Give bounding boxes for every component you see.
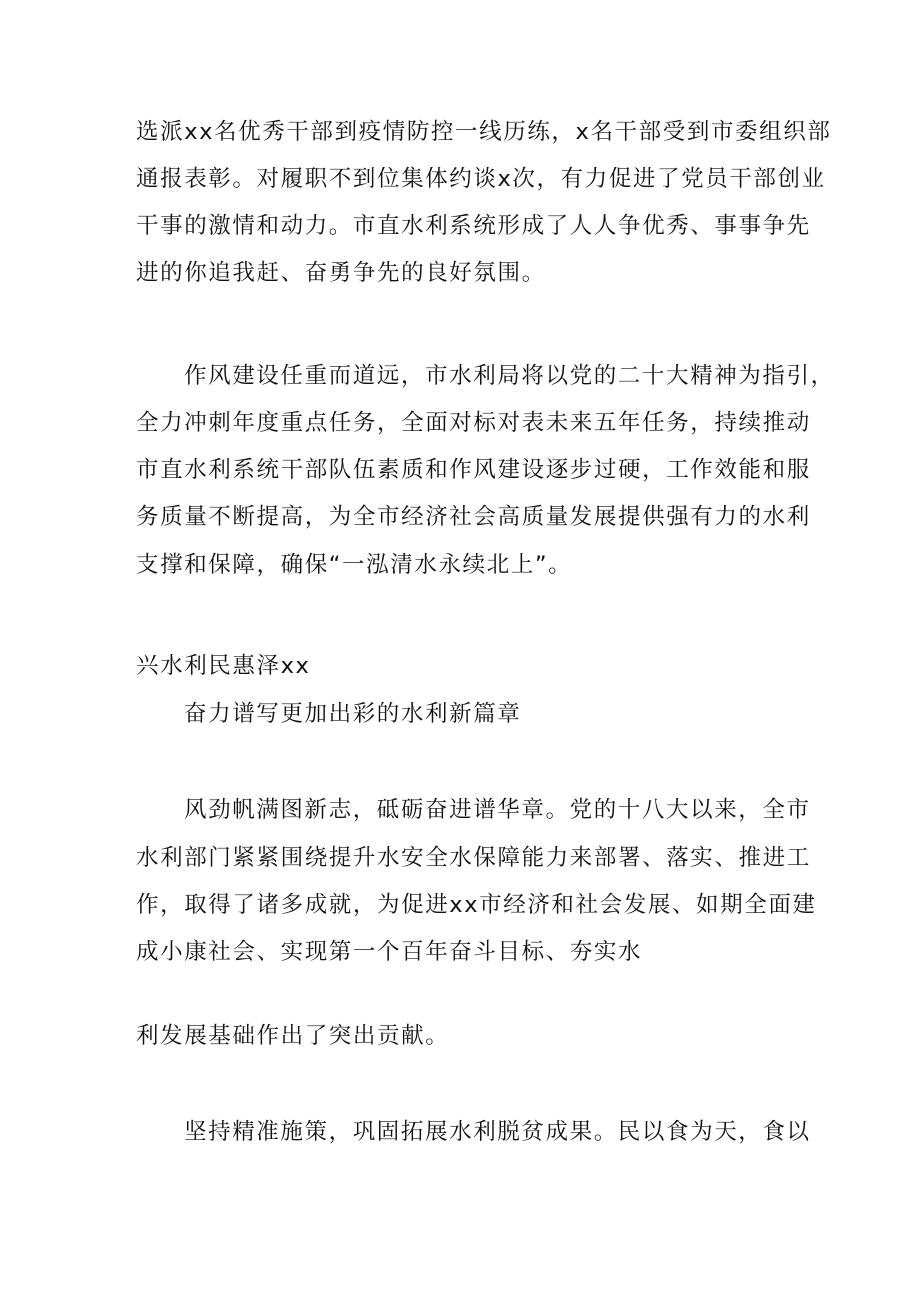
paragraph-1-line-3: 干事的激情和动力。市直水利系统形成了人人争优秀、事事争先 [136,213,811,239]
paragraph-1-line-1: 选派xx名优秀干部到疫情防控一线历练，x名干部受到市委组织部 [136,119,832,145]
paragraph-5-line-1: 坚持精准施策，巩固拓展水利脱贫成果。民以食为天，食以 [184,1119,811,1145]
paragraph-4-line-1: 利发展基础作出了突出贡献。 [136,1023,450,1049]
paragraph-2-line-2: 全力冲刺年度重点任务，全面对标对表未来五年任务，持续推动 [136,410,811,436]
paragraph-3-line-2: 水利部门紧紧围绕提升水安全水保障能力来部署、落实、推进工 [136,845,811,871]
section-heading: 兴水利民惠泽xx [136,653,311,679]
paragraph-2-line-4: 务质量不断提高，为全市经济社会高质量发展提供强有力的水利 [136,504,811,530]
paragraph-3-line-4: 成小康社会、实现第一个百年奋斗目标、夯实水 [136,939,643,965]
paragraph-1-line-2: 通报表彰。对履职不到位集体约谈x次，有力促进了党员干部创业 [136,166,826,192]
paragraph-3-line-3: 作，取得了诸多成就，为促进xx市经济和社会发展、如期全面建 [136,892,817,918]
paragraph-2-line-3: 市直水利系统干部队伍素质和作风建设逐步过硬，工作效能和服 [136,457,811,483]
paragraph-3-line-1: 风劲帆满图新志，砥砺奋进谱华章。党的十八大以来，全市 [184,797,811,823]
paragraph-2-line-5: 支撑和保障，确保“一泓清水永续北上”。 [136,552,573,578]
section-subheading: 奋力谱写更加出彩的水利新篇章 [184,701,522,727]
paragraph-2-line-1: 作风建设任重而道远，市水利局将以党的二十大精神为指引， [184,363,835,389]
paragraph-1-line-4: 进的你追我赶、奋勇争先的良好氛围。 [136,260,546,286]
